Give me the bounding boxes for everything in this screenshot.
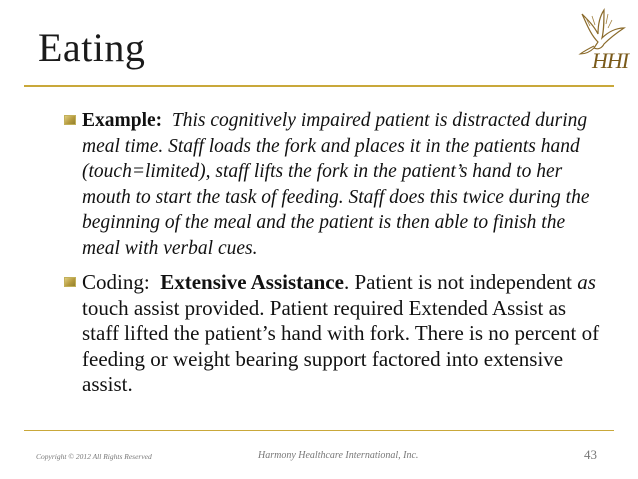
bullet-example-text [82,108,602,262]
logo-text: HHI [592,48,629,73]
coding-rest: touch assist provided. Patient required Extended Assist as staff lifted the patient’s hand with fork. There is no percent of feeding or weight bearing support factored into extensive assist. [82,295,600,396]
coding-label: Coding: [82,270,150,294]
coding-level: Extensive Assistance [160,270,344,294]
bullet-square-icon [64,115,76,125]
coding-ital: as [577,270,596,294]
footer-divider [24,430,614,431]
footer-company: Harmony Healthcare International, Inc. [258,450,419,461]
title-divider [24,85,614,87]
coding-mid: . Patient is not independent [343,270,572,294]
footer-copyright: Copyright © 2012 All Rights Reserved [36,452,152,461]
page-number: 43 [584,447,597,462]
example-body: This cognitively impaired patient is distracted during meal time. Staff loads the fork and places it in the patients hand (touch=limited), staff lifts the fork in the patient’s hand to her mouth to start the task of feeding. Staff does this twice during the beginning of the meal and the patient is then able to finish the meal with verbal cues. [82,110,590,259]
example-label: Example: [82,110,163,131]
bullet-square-icon [64,277,76,287]
slide-title: Eating [38,25,146,70]
bullet-coding-text [82,270,602,398]
